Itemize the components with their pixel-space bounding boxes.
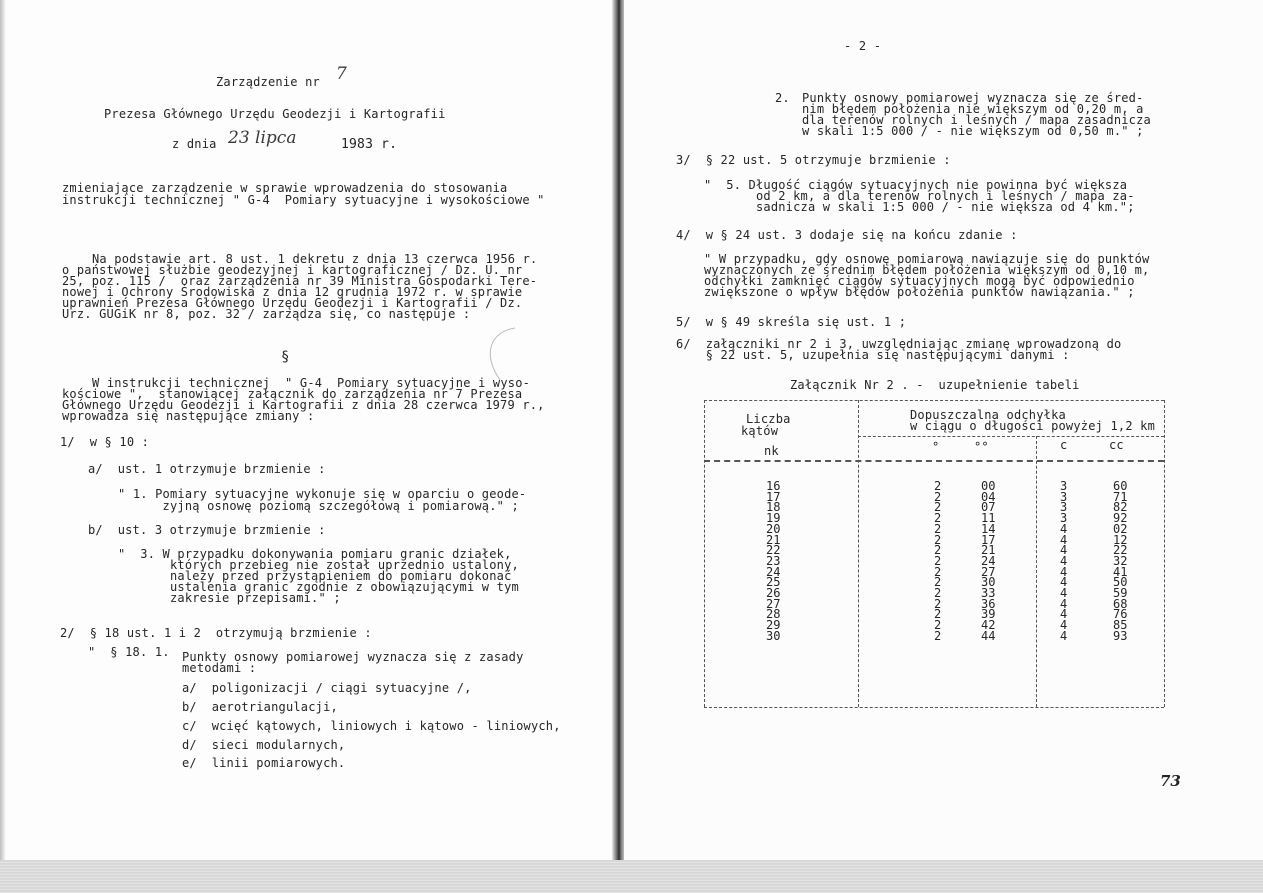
cell-degrees: 2 <box>934 543 942 558</box>
col-header-count: Liczba <box>746 412 791 426</box>
item-3: 3/ § 22 ust. 5 otrzymuje brzmienie : <box>676 153 951 167</box>
cell-degrees: 2 <box>934 618 942 633</box>
cell-degrees: 2 <box>934 500 942 515</box>
cell-angle-count: 19 <box>766 511 781 526</box>
cell-minutes: 17 <box>981 532 996 547</box>
cell-grads: 4 <box>1060 521 1068 536</box>
title-number-handwritten: 7 <box>336 64 347 84</box>
item-3-text: " 5. Długość ciągów sytuacyjnych nie powinna być większa <box>704 178 1128 192</box>
cell-degrees: 2 <box>934 586 942 601</box>
cell-angle-count: 22 <box>766 543 781 558</box>
item-3-text: od 2 km, a dla terenów rolnych i leśnych / mapa za- <box>704 189 1135 203</box>
cell-angle-count: 26 <box>766 586 781 601</box>
item-4-text: odchyłki zamknięć ciągów sytuacyjnych mogą być odpowiednio <box>704 274 1135 288</box>
preamble-line: uprawnień Prezesa Głównego Urzędu Geodezji i Kartografii / Dz. <box>62 296 523 310</box>
cell-minutes: 14 <box>981 521 996 536</box>
cell-minutes: 07 <box>981 500 996 515</box>
cell-angle-count: 18 <box>766 500 781 515</box>
column-centigrads <box>1113 481 1127 642</box>
cell-minutes: 24 <box>981 553 996 568</box>
item-4: 4/ w § 24 ust. 3 dodaje się na końcu zdanie : <box>676 228 1018 242</box>
intro-line: wprowadza się następujące zmiany : <box>62 409 315 423</box>
col-header-deviation: Dopuszczalna odchyłka <box>910 408 1066 422</box>
cell-centigrads: 22 <box>1113 543 1128 558</box>
p2-text: dla terenów rolnych i leśnych / mapa zasadnicza <box>802 113 1151 127</box>
cell-centigrads: 71 <box>1113 489 1128 504</box>
col-header-deviation: w ciągu o długości powyżej 1,2 km <box>910 419 1156 433</box>
date-prefix: z dnia <box>172 137 217 151</box>
right-page <box>624 0 1263 893</box>
preamble-line: nowej i Ochrony Środowiska z dnia 12 grudnia 1972 r. w sprawie <box>62 285 523 299</box>
cell-degrees: 2 <box>934 489 942 504</box>
cell-grads: 4 <box>1060 553 1068 568</box>
cell-angle-count: 25 <box>766 575 781 590</box>
cell-angle-count: 24 <box>766 564 781 579</box>
cell-centigrads: 60 <box>1113 479 1128 493</box>
cell-minutes: 36 <box>981 596 996 611</box>
cell-centigrads: 92 <box>1113 511 1128 526</box>
item-6: 6/ załączniki nr 2 i 3, uwzględniając zmianę wprowadzoną do <box>676 337 1122 351</box>
cell-grads: 4 <box>1060 532 1068 547</box>
method-item: e/ linii pomiarowych. <box>182 756 346 770</box>
item-1b-text: których przebieg nie został uprzednio ustalony, <box>118 558 519 572</box>
left-page <box>0 0 618 893</box>
cell-centigrads: 68 <box>1113 596 1128 611</box>
table-caption: Załącznik Nr 2 . - uzupełnienie tabeli <box>790 378 1080 392</box>
page-bottom-edge <box>0 860 1263 893</box>
cell-degrees: 2 <box>934 479 942 493</box>
cell-degrees: 2 <box>934 532 942 547</box>
method-item: c/ wcięć kątowych, liniowych i kątowo - liniowych, <box>182 719 561 733</box>
item-1a-text: " 1. Pomiary sytuacyjne wykonuje się w oparciu o geode- <box>118 487 527 501</box>
item-4-text: " W przypadku, gdy osnowę pomiarową nawiązuje się do punktów <box>704 252 1150 266</box>
col-symbol-nk: nk <box>764 444 779 458</box>
cell-minutes: 30 <box>981 575 996 590</box>
cell-grads: 3 <box>1060 489 1068 504</box>
cell-angle-count: 23 <box>766 553 781 568</box>
cell-grads: 4 <box>1060 607 1068 622</box>
item-2-text: metodami : <box>182 661 257 675</box>
cell-grads: 4 <box>1060 618 1068 633</box>
cell-angle-count: 30 <box>766 628 781 643</box>
cell-degrees: 2 <box>934 521 942 536</box>
item-2-head: " § 18. 1. <box>88 645 170 659</box>
item-2: 2/ § 18 ust. 1 i 2 otrzymują brzmienie : <box>60 626 372 640</box>
subheader-grads: c <box>1060 438 1068 452</box>
column-degrees <box>934 481 941 642</box>
item-4-text: zwiększone o wpływ błędów położenia punktów nawiązania." ; <box>704 285 1135 299</box>
preamble-line: o państwowej służbie geodezyjnej i kartograficznej / Dz. U. nr <box>62 263 523 277</box>
cell-degrees: 2 <box>934 628 942 643</box>
cell-centigrads: 02 <box>1113 521 1128 536</box>
cell-centigrads: 50 <box>1113 575 1128 590</box>
cell-grads: 4 <box>1060 586 1068 601</box>
cell-minutes: 27 <box>981 564 996 579</box>
cell-minutes: 39 <box>981 607 996 622</box>
cell-centigrads: 59 <box>1113 586 1128 601</box>
cell-centigrads: 41 <box>1113 564 1128 579</box>
column-grads <box>1060 481 1067 642</box>
subheader-minutes: °° <box>974 440 989 454</box>
col-header-count: kątów <box>741 424 779 438</box>
cell-minutes: 00 <box>981 479 996 493</box>
p2-text: nim błędem położenia nie większym od 0,20 m, a <box>802 102 1144 116</box>
cell-centigrads: 82 <box>1113 500 1128 515</box>
cell-degrees: 2 <box>934 596 942 611</box>
cell-angle-count: 16 <box>766 479 781 493</box>
p2-text: w skali 1:5 000 / - nie większym od 0,50 m." ; <box>802 124 1144 138</box>
cell-minutes: 21 <box>981 543 996 558</box>
cell-degrees: 2 <box>934 607 942 622</box>
cell-grads: 3 <box>1060 500 1068 515</box>
item-4-text: wyznaczonych ze średnim błędem położenia większym od 0,10 m, <box>704 263 1150 277</box>
method-item: d/ sieci modularnych, <box>182 738 346 752</box>
item-1a: a/ ust. 1 otrzymuje brzmienie : <box>88 462 326 476</box>
item-2-text: Punkty osnowy pomiarowej wyznacza się z zasady <box>182 650 524 664</box>
page-header: - 2 - <box>844 39 882 53</box>
cell-minutes: 44 <box>981 628 996 643</box>
date-year: 1983 r. <box>341 137 398 152</box>
preamble-line: Na podstawie art. 8 ust. 1 dekretu z dnia 13 czerwca 1956 r. <box>92 252 538 266</box>
item-1b: b/ ust. 3 otrzymuje brzmienie : <box>88 523 326 537</box>
cell-grads: 4 <box>1060 564 1068 579</box>
cell-angle-count: 20 <box>766 521 781 536</box>
cell-angle-count: 29 <box>766 618 781 633</box>
cell-centigrads: 32 <box>1113 553 1128 568</box>
cell-minutes: 33 <box>981 586 996 601</box>
page-edge-shadow <box>0 0 6 893</box>
page-number: 73 <box>1160 772 1181 790</box>
cell-minutes: 11 <box>981 511 996 526</box>
intro-line: kościowe ", stanowiącej załącznik do zarządzenia nr 7 Prezesa <box>62 387 523 401</box>
subject-line-2: instrukcji technicznej " G-4 Pomiary sytuacyjne i wysokościowe " <box>62 193 545 207</box>
paper-mark-arc <box>460 324 520 384</box>
intro-line: W instrukcji technicznej " G-4 Pomiary sytuacyjne i wyso- <box>92 376 531 390</box>
p2-text: Punkty osnowy pomiarowej wyznacza się ze śred- <box>802 91 1144 105</box>
item-5: 5/ w § 49 skreśla się ust. 1 ; <box>676 315 907 329</box>
cell-angle-count: 17 <box>766 489 781 504</box>
title-label: Zarządzenie nr <box>216 75 320 89</box>
cell-centigrads: 85 <box>1113 618 1128 633</box>
cell-grads: 4 <box>1060 575 1068 590</box>
item-3-text: sadnicza w skali 1:5 000 / - nie większa od 4 km."; <box>704 200 1135 214</box>
cell-angle-count: 21 <box>766 532 781 547</box>
preamble-line: 25, poz. 115 / oraz zarządzenia nr 39 Ministra Gospodarki Tere- <box>62 274 538 288</box>
preamble-line: Urz. GUGiK nr 8, poz. 32 / zarządza się, co następuje : <box>62 307 471 321</box>
cell-grads: 3 <box>1060 479 1068 493</box>
cell-centigrads: 93 <box>1113 628 1128 643</box>
item-6: § 22 ust. 5, uzupełnia się następującymi danymi : <box>676 348 1070 362</box>
cell-degrees: 2 <box>934 575 942 590</box>
subheader-centigrads: cc <box>1109 438 1124 452</box>
p2-number: 2. <box>775 91 790 105</box>
item-1b-text: należy przed przystąpieniem do pomiaru dokonać <box>118 569 512 583</box>
intro-line: Głównego Urzędu Geodezji i Kartografii z dnia 28 czerwca 1979 r., <box>62 398 545 412</box>
date-handwritten: 23 lipca <box>228 128 297 148</box>
method-item: a/ poligonizacji / ciągi sytuacyjne /, <box>182 681 472 695</box>
cell-angle-count: 27 <box>766 596 781 611</box>
subheader-degrees: ° <box>932 440 940 454</box>
title-issuer: Prezesa Głównego Urzędu Geodezji i Kartografii <box>104 107 446 121</box>
cell-minutes: 04 <box>981 489 996 504</box>
cell-degrees: 2 <box>934 511 942 526</box>
cell-centigrads: 12 <box>1113 532 1128 547</box>
cell-grads: 4 <box>1060 596 1068 611</box>
cell-grads: 4 <box>1060 543 1068 558</box>
column-angle-count <box>766 481 780 642</box>
item-1b-text: zakresie przepisami." ; <box>118 591 341 605</box>
cell-minutes: 42 <box>981 618 996 633</box>
item-1b-text: ustalenia granic zgodnie z obowiązującymi w tym <box>118 580 519 594</box>
section-sign: § <box>281 349 290 365</box>
cell-grads: 4 <box>1060 628 1068 643</box>
cell-grads: 3 <box>1060 511 1068 526</box>
item-1: 1/ w § 10 : <box>60 435 150 449</box>
cell-degrees: 2 <box>934 564 942 579</box>
cell-angle-count: 28 <box>766 607 781 622</box>
subject-line-1: zmieniające zarządzenie w sprawie wprowadzenia do stosowania <box>62 181 508 195</box>
item-1b-text: " 3. W przypadku dokonywania pomiaru granic działek, <box>118 547 512 561</box>
cell-centigrads: 76 <box>1113 607 1128 622</box>
column-minutes <box>981 481 995 642</box>
method-item: b/ aerotriangulacji, <box>182 700 338 714</box>
item-1a-text: zyjną osnowę poziomą szczegółową i pomiarową." ; <box>118 499 519 513</box>
cell-degrees: 2 <box>934 553 942 568</box>
